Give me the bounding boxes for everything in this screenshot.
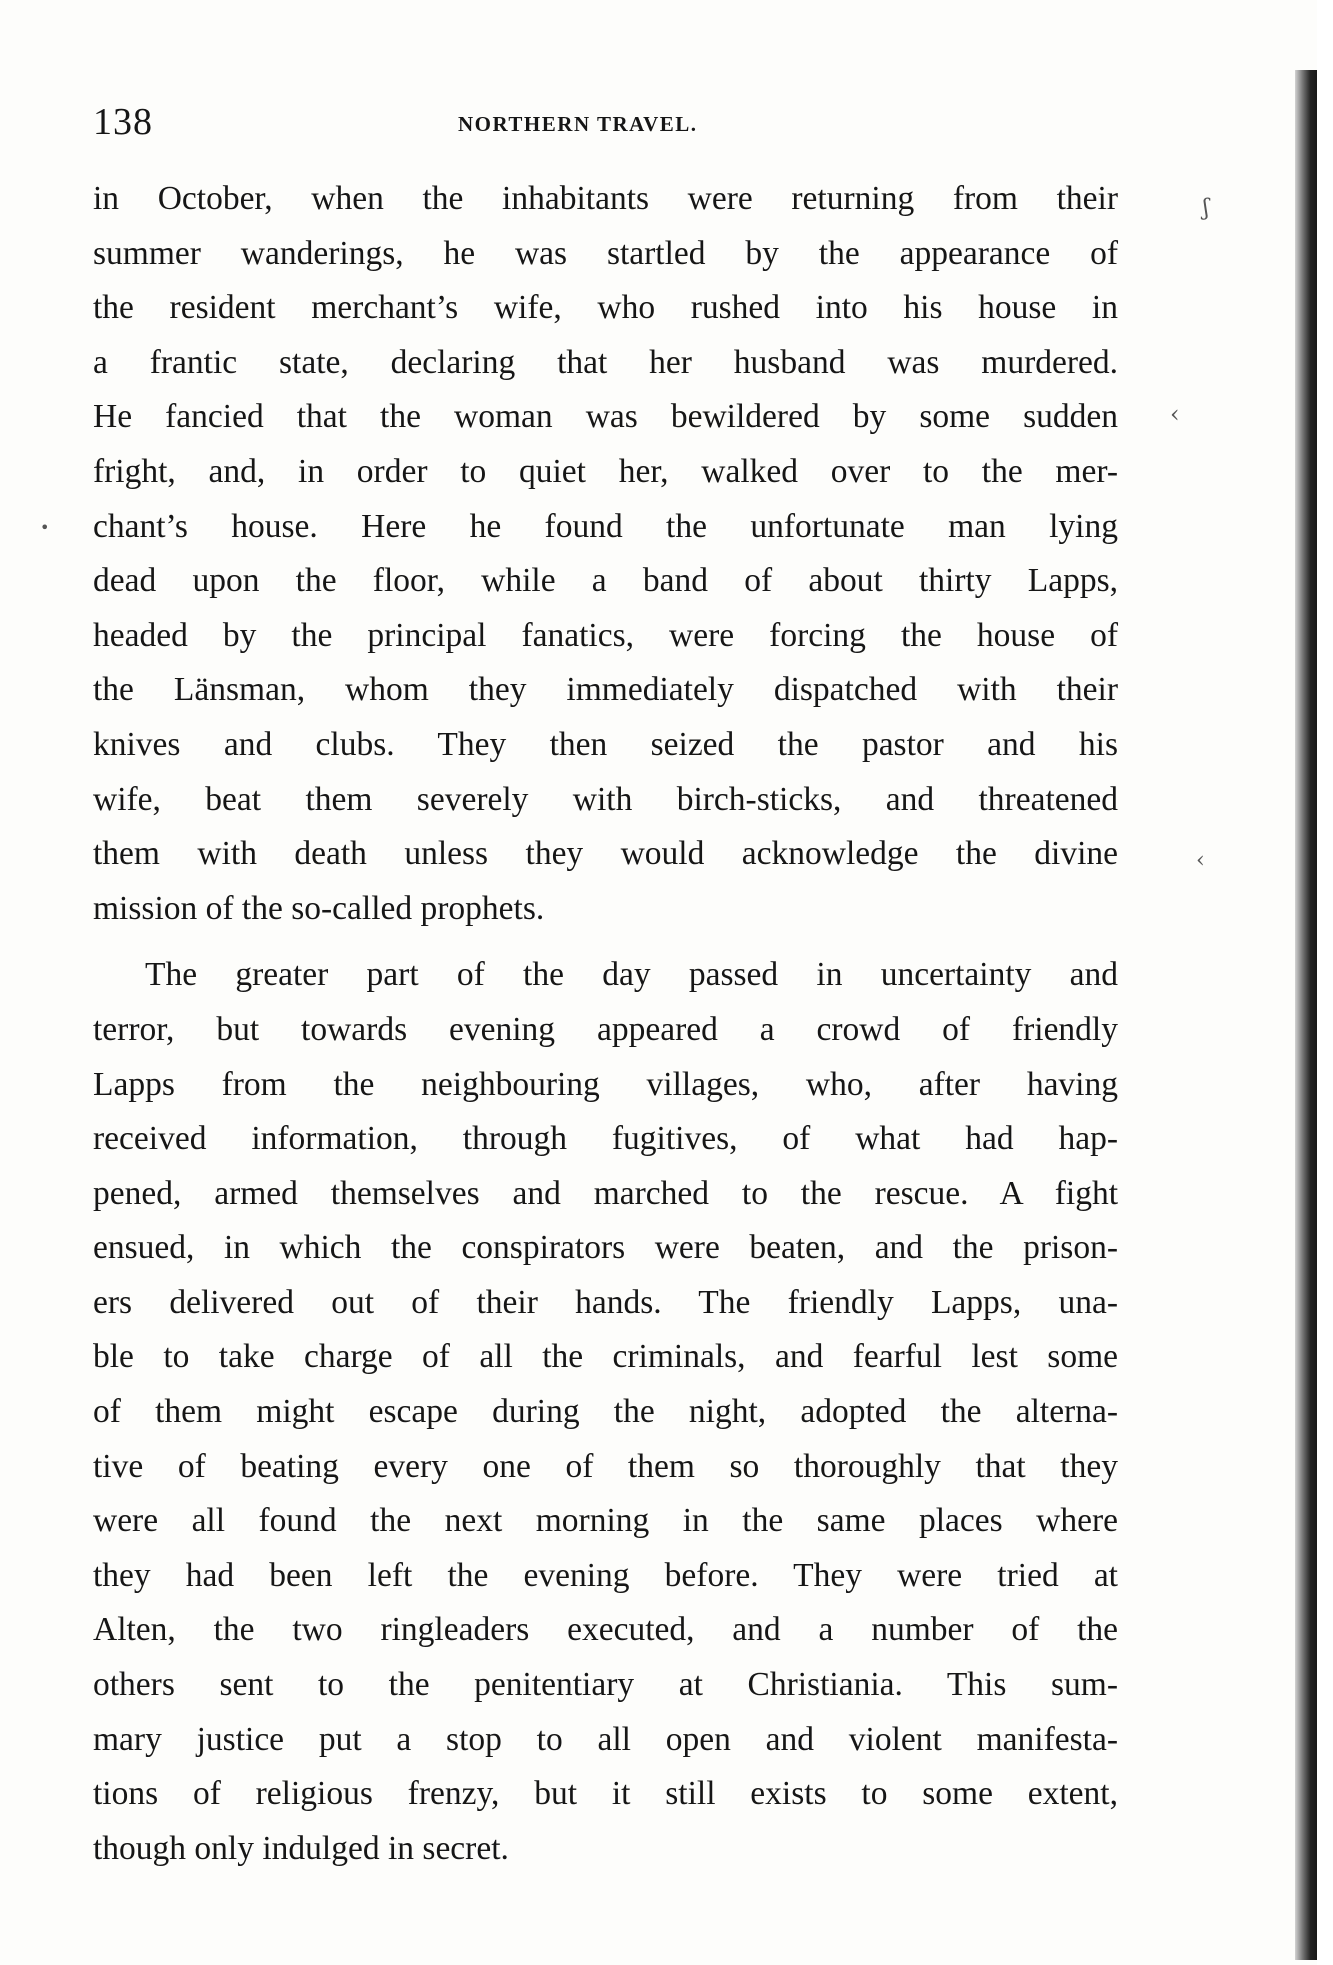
margin-mark: ‹ (1196, 848, 1205, 873)
text-line: ble to take charge of all the criminals, and fearful lest some (93, 1338, 1118, 1376)
text-line: a frantic state, declaring that her husband was murdered. (93, 343, 1118, 381)
text-line: though only indulged in secret. (93, 1829, 509, 1867)
text-line: chant’s house. Here he found the unfortunate man lying (93, 507, 1118, 545)
text-line: tions of religious frenzy, but it still exists to some extent, (93, 1775, 1118, 1813)
text-line: knives and clubs. They then seized the pastor and his (93, 725, 1118, 763)
paragraph-gap (93, 936, 1118, 948)
text-line: the Länsman, whom they immediately dispatched with their (93, 671, 1118, 709)
text-line: Alten, the two ringleaders executed, and a number of the (93, 1611, 1118, 1649)
text-line: others sent to the penitentiary at Christiania. This sum- (93, 1666, 1118, 1704)
text-line: them with death unless they would acknowledge the divine (93, 835, 1118, 873)
text-line: pened, armed themselves and marched to the rescue. A fight (93, 1174, 1118, 1212)
text-line: The greater part of the day passed in uncertainty and (145, 956, 1118, 994)
text-line: the resident merchant’s wife, who rushed into his house in (93, 289, 1118, 327)
text-line: summer wanderings, he was startled by the appearance of (93, 234, 1118, 272)
body-text (93, 172, 1118, 1876)
text-line: headed by the principal fanatics, were forcing the house of (93, 616, 1118, 654)
text-line: terror, but towards evening appeared a crowd of friendly (93, 1010, 1118, 1048)
paragraph (93, 172, 1118, 936)
text-line: fright, and, in order to quiet her, walked over to the mer- (93, 452, 1118, 490)
text-line: were all found the next morning in the same places where (93, 1502, 1118, 1540)
text-line: wife, beat them severely with birch-sticks, and threatened (93, 780, 1118, 818)
text-line: Lapps from the neighbouring villages, who, after having (93, 1065, 1118, 1103)
text-line: ensued, in which the conspirators were beaten, and the prison- (93, 1229, 1118, 1267)
running-head: NORTHERN TRAVEL. (458, 112, 698, 136)
text-line: dead upon the floor, while a band of about thirty Lapps, (93, 562, 1118, 600)
margin-mark: ʃ (1203, 196, 1209, 221)
page-header (93, 100, 1123, 150)
margin-mark: ‹ (1170, 400, 1180, 428)
text-line: they had been left the evening before. They were tried at (93, 1556, 1118, 1594)
page-number: 138 (93, 101, 153, 143)
text-line: He fancied that the woman was bewildered by some sudden (93, 398, 1118, 436)
text-line: in October, when the inhabitants were returning from their (93, 180, 1118, 217)
text-line: mary justice put a stop to all open and violent manifesta- (93, 1720, 1118, 1758)
margin-mark: • (40, 518, 50, 537)
paragraph (93, 948, 1118, 1876)
text-line: mission of the so-called prophets. (93, 889, 545, 927)
text-line: tive of beating every one of them so thoroughly that they (93, 1447, 1118, 1485)
text-line: received information, through fugitives, of what had hap- (93, 1120, 1118, 1158)
text-line: ers delivered out of their hands. The friendly Lapps, una- (93, 1283, 1118, 1321)
binding-shadow (1295, 70, 1317, 1960)
text-line: of them might escape during the night, adopted the alterna- (93, 1393, 1118, 1431)
page-margin-edge (1317, 0, 1333, 1965)
